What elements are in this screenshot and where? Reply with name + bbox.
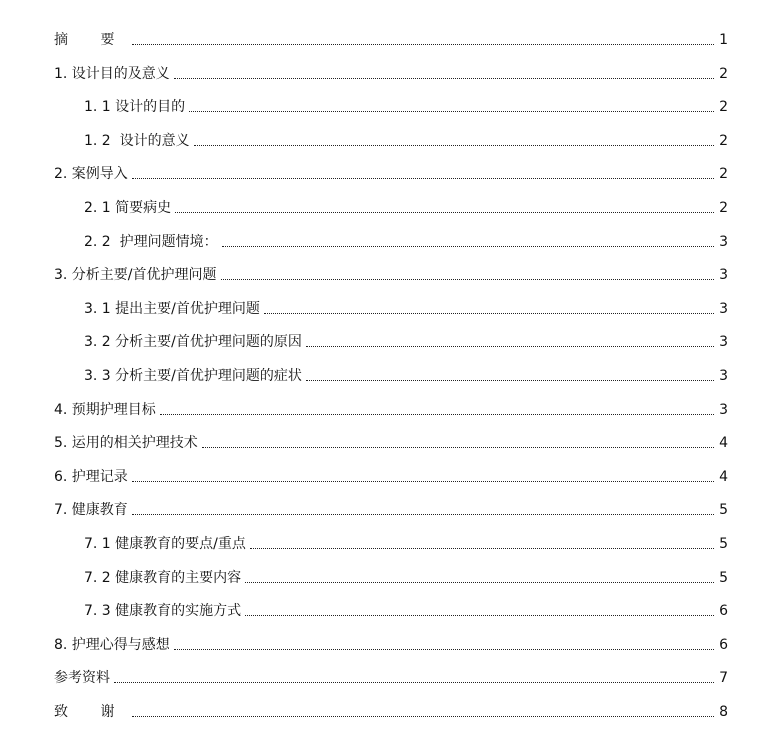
toc-entry[interactable]	[0, 596, 760, 620]
toc-leader-dots	[245, 581, 714, 583]
toc-entry[interactable]	[0, 630, 760, 654]
toc-entry[interactable]	[0, 159, 760, 183]
toc-entry-page: 2	[719, 65, 728, 82]
toc-entry-page: 4	[719, 435, 728, 452]
toc-leader-dots	[222, 245, 714, 247]
toc-entry[interactable]	[0, 25, 760, 49]
toc-entry[interactable]	[0, 462, 760, 486]
toc-entry-page: 2	[719, 166, 728, 183]
toc-entry[interactable]	[0, 126, 760, 150]
toc-leader-dots	[264, 312, 714, 314]
toc-leader-dots	[250, 547, 714, 549]
toc-entry-title: 参考资料	[54, 670, 110, 687]
toc-entry[interactable]	[0, 327, 760, 351]
toc-entry-title: 3. 分析主要/首优护理问题	[54, 267, 217, 284]
toc-entry[interactable]	[0, 663, 760, 687]
toc-leader-dots	[132, 480, 714, 482]
toc-leader-dots	[175, 211, 714, 213]
toc-entry[interactable]	[0, 563, 760, 587]
toc-leader-dots	[114, 681, 714, 683]
toc-leader-dots	[132, 43, 714, 45]
toc-entry-page: 5	[719, 502, 728, 519]
toc-entry-title: 2. 1 简要病史	[84, 200, 172, 216]
toc-entry-title: 8. 护理心得与感想	[54, 636, 170, 653]
toc-entry-title: 1. 设计目的及意义	[54, 65, 170, 82]
toc-entry-title: 致 谢	[54, 704, 129, 720]
toc-entry-page: 2	[719, 200, 728, 216]
toc-entry-title: 摘 要	[54, 32, 129, 48]
toc-leader-dots	[174, 648, 714, 650]
toc-entry-title: 6. 护理记录	[54, 468, 128, 485]
toc-leader-dots	[132, 715, 714, 717]
toc-entry-page: 3	[719, 401, 728, 418]
toc-leader-dots	[245, 614, 714, 616]
toc-entry[interactable]	[0, 227, 760, 251]
toc-entry[interactable]	[0, 428, 760, 452]
toc-entry[interactable]	[0, 395, 760, 419]
toc-entry-title: 2. 2 护理问题情境：	[84, 233, 218, 250]
toc-entry-title: 3. 1 提出主要/首优护理问题	[84, 300, 260, 317]
toc-entry[interactable]	[0, 529, 760, 553]
toc-entry[interactable]	[0, 92, 760, 116]
toc-entry[interactable]	[0, 495, 760, 519]
toc-entry-title: 1. 2 设计的意义	[84, 132, 190, 149]
toc-leader-dots	[202, 446, 714, 448]
toc-entry-page: 6	[719, 636, 728, 653]
toc-entry[interactable]	[0, 59, 760, 83]
toc-entry-page: 5	[719, 569, 728, 586]
toc-entry-page: 2	[719, 99, 728, 116]
toc-entry-title: 4. 预期护理目标	[54, 401, 156, 418]
toc-entry-page: 3	[719, 334, 728, 351]
toc-leader-dots	[194, 144, 714, 146]
toc-entry-title: 2. 案例导入	[54, 166, 128, 183]
toc-entry-page: 2	[719, 132, 728, 149]
toc-leader-dots	[189, 110, 714, 112]
toc-entry-page: 3	[719, 233, 728, 250]
toc-entry-page: 3	[719, 267, 728, 284]
toc-entry[interactable]	[0, 361, 760, 385]
toc-entry-page: 6	[719, 603, 728, 620]
toc-entry[interactable]	[0, 193, 760, 217]
toc-entry-page: 5	[719, 536, 728, 552]
toc-entry-page: 4	[719, 468, 728, 485]
toc-entry-title: 3. 2 分析主要/首优护理问题的原因	[84, 334, 302, 351]
toc-leader-dots	[306, 379, 714, 381]
toc-entry-page: 1	[719, 32, 728, 48]
toc-leader-dots	[306, 345, 714, 347]
toc-leader-dots	[221, 278, 714, 280]
toc-entry-title: 5. 运用的相关护理技术	[54, 435, 198, 452]
toc-entry-page: 3	[719, 300, 728, 317]
toc-entry-page: 8	[719, 704, 728, 720]
toc-entry-title: 1. 1 设计的目的	[84, 99, 186, 116]
toc-entry-title: 7. 3 健康教育的实施方式	[84, 603, 242, 620]
toc-leader-dots	[174, 77, 714, 79]
toc-entry-title: 3. 3 分析主要/首优护理问题的症状	[84, 368, 302, 384]
toc-entry-page: 3	[719, 368, 728, 384]
toc-entry-page: 7	[719, 670, 728, 687]
toc-leader-dots	[160, 413, 714, 415]
toc-leader-dots	[132, 513, 714, 515]
toc-leader-dots	[132, 177, 714, 179]
toc-entry[interactable]	[0, 294, 760, 318]
toc-entry[interactable]	[0, 697, 760, 721]
toc-entry[interactable]	[0, 260, 760, 284]
toc-entry-title: 7. 1 健康教育的要点/重点	[84, 536, 246, 552]
toc-entry-title: 7. 健康教育	[54, 502, 128, 519]
toc-entry-title: 7. 2 健康教育的主要内容	[84, 569, 242, 586]
